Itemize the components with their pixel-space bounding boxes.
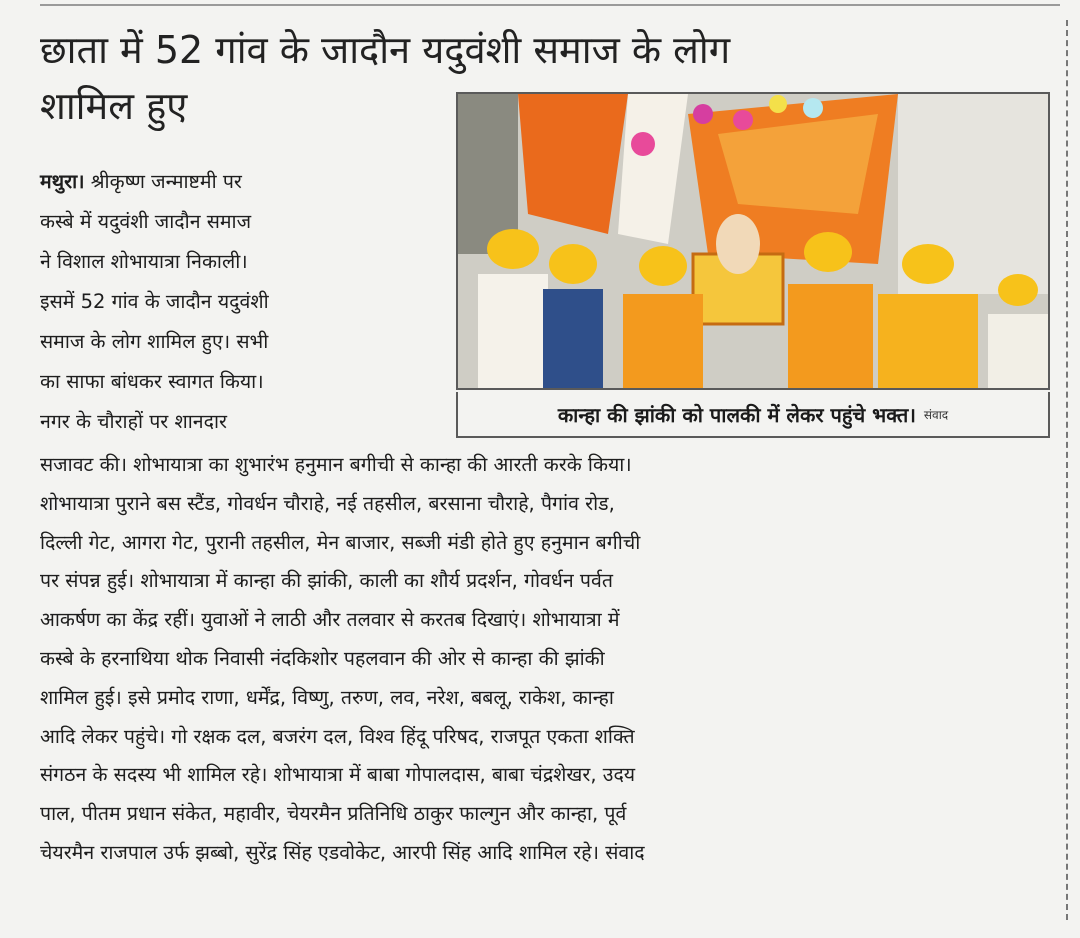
column-divider [1066, 20, 1068, 920]
article-line: इसमें 52 गांव के जादौन यदुवंशी [40, 290, 269, 313]
article-full-width-text [40, 446, 1052, 873]
article-line: संगठन के सदस्य भी शामिल रहे। शोभायात्रा में बाबा गोपालदास, बाबा चंद्रशेखर, उदय [40, 763, 636, 787]
article-line: दिल्ली गेट, आगरा गेट, पुरानी तहसील, मेन बाजार, सब्जी मंडी होते हुए हनुमान बगीची [40, 530, 641, 554]
article-line: आदि लेकर पहुंचे। गो रक्षक दल, बजरंग दल, विश्व हिंदू परिषद, राजपूत एकता शक्ति [40, 724, 635, 748]
article-line: का साफा बांधकर स्वागत किया। [40, 370, 264, 393]
article-line: पर संपन्न हुई। शोभायात्रा में कान्हा की झांकी, काली का शौर्य प्रदर्शन, गोवर्धन पर्वत [40, 569, 613, 593]
article-line: कस्बे में यदुवंशी जादौन समाज [40, 210, 252, 233]
article-line: कस्बे के हरनाथिया थोक निवासी नंदकिशोर पहलवान की ओर से कान्हा की झांकी [40, 646, 605, 670]
procession-illustration [458, 94, 1048, 388]
dateline: मथुरा। [40, 170, 85, 193]
article-line: शोभायात्रा पुराने बस स्टैंड, गोवर्धन चौराहे, नई तहसील, बरसाना चौराहे, पैगांव रोड, [40, 491, 615, 515]
article-column-text [40, 162, 448, 442]
article-line: ने विशाल शोभायात्रा निकाली। [40, 250, 248, 273]
article-line: समाज के लोग शामिल हुए। सभी [40, 330, 269, 353]
headline-line-2: शामिल हुए [40, 84, 188, 128]
article-line: मथुरा। श्रीकृष्ण जन्माष्टमी पर [40, 170, 242, 193]
photo-caption [456, 392, 1050, 438]
article-line: चेयरमैन राजपाल उर्फ झब्बो, सुरेंद्र सिंह एडवोकेट, आरपी सिंह आदि शामिल रहे। संवाद [40, 840, 645, 864]
article-line: पाल, पीतम प्रधान संकेत, महावीर, चेयरमैन प्रतिनिधि ठाकुर फाल्गुन और कान्हा, पूर्व [40, 802, 627, 826]
caption-text: कान्हा की झांकी को पालकी में लेकर पहुंचे भक्त। [557, 402, 916, 427]
article-line: आकर्षण का केंद्र रहीं। युवाओं ने लाठी और तलवार से करतब दिखाएं। शोभायात्रा में [40, 608, 620, 632]
article-line: नगर के चौराहों पर शानदार [40, 410, 227, 433]
caption-credit: संवाद [923, 407, 949, 422]
article-line: सजावट की। शोभायात्रा का शुभारंभ हनुमान बगीची से कान्हा की आरती करके किया। [40, 453, 632, 476]
procession-photo [456, 92, 1050, 390]
headline-line-1: छाता में 52 गांव के जादौन यदुवंशी समाज के लोग [40, 28, 731, 72]
top-rule [40, 4, 1060, 6]
article-line: शामिल हुई। इसे प्रमोद राणा, धर्मेंद्र, विष्णु, तरुण, लव, नरेश, बबलू, राकेश, कान्हा [40, 685, 614, 709]
